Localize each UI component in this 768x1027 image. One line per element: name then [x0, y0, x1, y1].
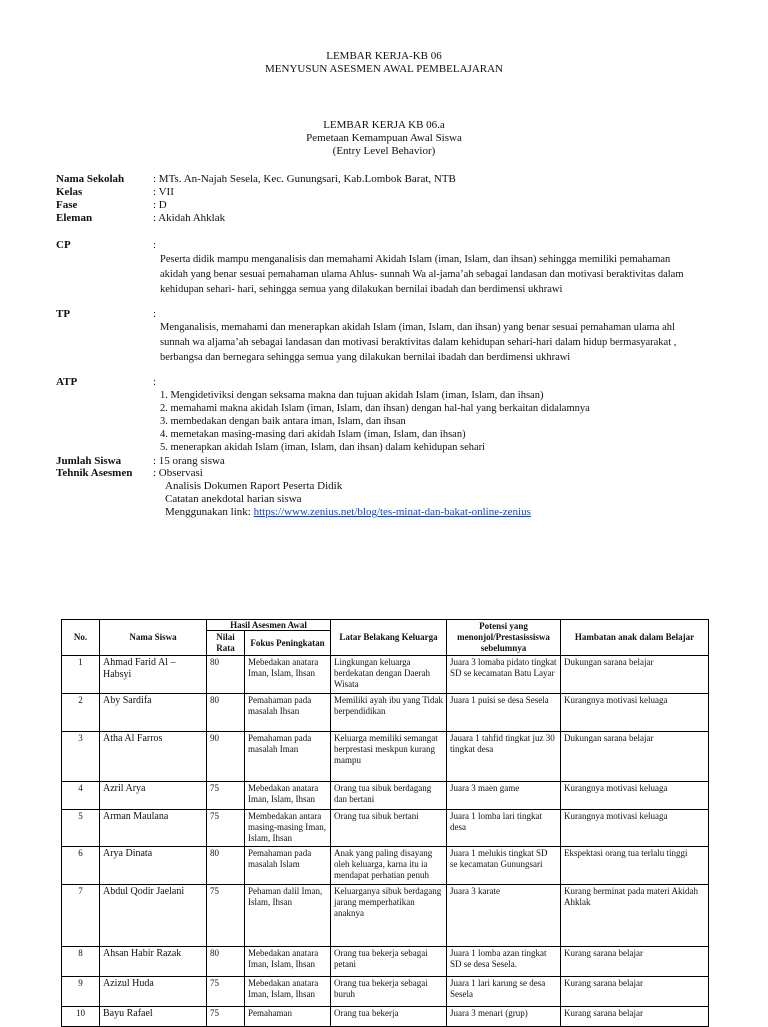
cell-nilai: 75 [207, 782, 245, 810]
teknik-link-prefix: Menggunakan link: [165, 506, 254, 518]
header-nama: Nama Siswa [100, 620, 207, 656]
cp-label: CP [56, 239, 71, 251]
cell-latar: Orang tua sibuk berdagang dan bertani [331, 782, 447, 810]
header-potensi: Potensi yang menonjol/Prestasissiswa sebelumnya [447, 620, 561, 656]
jumlah-value: : 15 orang siswa [153, 455, 225, 467]
cell-nama: Azril Arya [100, 782, 207, 810]
eleman-value: : Akidah Ahklak [153, 212, 226, 224]
cell-nama: Atha Al Farros [100, 732, 207, 782]
cell-fokus: Mebedakan anatara Iman, Islam, Ihsan [245, 977, 331, 1007]
doc-title-line2: MENYUSUN ASESMEN AWAL PEMBELAJARAN [265, 63, 503, 75]
cell-fokus: Pemahaman [245, 1007, 331, 1027]
subtitle-line3: (Entry Level Behavior) [332, 145, 436, 157]
cell-potensi: Jauara 1 tahfid tingkat juz 30 tingkat desa [447, 732, 561, 782]
table-row [62, 810, 709, 847]
cell-hambatan: Kurang berminat pada materi Akidah Ahklak [561, 885, 709, 947]
header-hambatan: Hambatan anak dalam Belajar [561, 620, 709, 656]
cell-nilai: 80 [207, 656, 245, 694]
table-row [62, 885, 709, 947]
cell-nilai: 75 [207, 885, 245, 947]
table-row [62, 847, 709, 885]
cell-fokus: Mebedakan anatara Iman, Islam, Ihsan [245, 782, 331, 810]
cell-latar: Orang tua bekerja sebagai petani [331, 947, 447, 977]
cell-latar: Orang tua bekerja [331, 1007, 447, 1027]
cell-latar: Orang tua bekerja sebagai buruh [331, 977, 447, 1007]
cell-latar: Memiliki ayah ibu yang Tidak berpendidikan [331, 694, 447, 732]
subtitle-line2: Pemetaan Kemampuan Awal Siswa [306, 132, 462, 144]
cell-potensi: Juara 3 karate [447, 885, 561, 947]
cell-nilai: 90 [207, 732, 245, 782]
cell-hambatan: Kurangnya motivasi keluaga [561, 810, 709, 847]
fase-value: : D [153, 199, 167, 211]
cell-nilai: 75 [207, 1007, 245, 1027]
cell-fokus: Pemahaman pada masalah Ihsan [245, 694, 331, 732]
cell-nilai: 75 [207, 810, 245, 847]
cell-potensi: Juara 3 lomaba pidato tingkat SD se kecamatan Batu Layar [447, 656, 561, 694]
cell-potensi: Juara 1 puisi se desa Sesela [447, 694, 561, 732]
cell-nama: Abdul Qodir Jaelani [100, 885, 207, 947]
cell-no: 10 [62, 1007, 100, 1027]
teknik-label: Tehnik Asesmen [56, 467, 133, 479]
assessment-table [61, 619, 709, 1027]
atp-item-5: 5. menerapkan akidah Islam (iman, Islam, dan ihsan) dalam kehidupan sehari [160, 442, 486, 453]
atp-colon: : [153, 376, 157, 388]
cell-nilai: 80 [207, 947, 245, 977]
cp-text: Peserta didik mampu menganalisis dan memahami Akidah Islam (iman, Islam, dan ihsan) sehingga memiliki pemahaman akidah yang benar sesuai pemahaman ulama Ahlus- sunnah Wa al-jama’ah sebagai landasan dan motivasi beraktivitas dalam kehidupan sehari- hari, sehingga semua yang dilakukan bernilai ibadah dan berdimensi ukhrawi [160, 254, 684, 295]
tp-label: TP [56, 308, 71, 320]
atp-item-3: 3. membedakan dengan baik antara iman, Islam, dan ihsan [160, 416, 406, 427]
atp-label: ATP [56, 376, 78, 388]
cell-fokus: Pehaman dalil Iman, Islam, Ihsan [245, 885, 331, 947]
cell-latar: Lingkungan keluarga berdekatan dengan Daerah Wisata [331, 656, 447, 694]
atp-item-1: 1. Mengidetiviksi dengan seksama makna dan tujuan akidah Islam (iman, Islam, dan ihsan) [160, 390, 544, 401]
cell-nama: Aby Sardifa [100, 694, 207, 732]
cell-nama: Arya Dinata [100, 847, 207, 885]
cell-hambatan: Kurang sarana belajar [561, 1007, 709, 1027]
header-latar: Latar Belakang Keluarga [331, 620, 447, 656]
cell-hambatan: Dukungan sarana belajar [561, 732, 709, 782]
header-fokus: Fokus Peningkatan [245, 631, 331, 656]
cell-latar: Keluarga memiliki semangat berprestasi meskpun kurang mampu [331, 732, 447, 782]
doc-title-line1: LEMBAR KERJA-KB 06 [326, 50, 442, 62]
fase-label: Fase [56, 199, 78, 211]
cell-nama: Bayu Rafael [100, 1007, 207, 1027]
cell-fokus: Membedakan antara masing-masing Iman, Islam, Ihsan [245, 810, 331, 847]
table-row [62, 694, 709, 732]
sekolah-value: : MTs. An-Najah Sesela, Kec. Gunungsari, Kab.Lombok Barat, NTB [153, 173, 456, 185]
cell-potensi: Juara 1 lomba lari tingkat desa [447, 810, 561, 847]
teknik-line3: Catatan anekdotal harian siswa [165, 493, 302, 505]
cell-no: 4 [62, 782, 100, 810]
atp-item-2: 2. memahami makna akidah Islam (iman, Islam, dan ihsan) dengan hal-hal yang berkaitan didalamnya [160, 403, 590, 414]
sekolah-label: Nama Sekolah [56, 173, 125, 185]
kelas-value: : VII [153, 186, 174, 198]
cell-no: 9 [62, 977, 100, 1007]
subtitle-line1: LEMBAR KERJA KB 06.a [323, 119, 445, 131]
cell-potensi: Juara 1 lomba azan tingkat SD se desa Sesela. [447, 947, 561, 977]
tp-colon: : [153, 308, 157, 320]
cell-latar: Anak yang paling disayang oleh keluarga, karna itu ia mendapat perhatian penuh [331, 847, 447, 885]
cell-hambatan: Ekspektasi orang tua terlalu tinggi [561, 847, 709, 885]
cell-hambatan: Kurang sarana belajar [561, 947, 709, 977]
kelas-label: Kelas [56, 186, 83, 198]
cell-no: 7 [62, 885, 100, 947]
cell-hambatan: Kurangnya motivasi keluaga [561, 694, 709, 732]
cell-no: 1 [62, 656, 100, 694]
header-no: No. [62, 620, 100, 656]
cell-latar: Keluarganya sibuk berdagang jarang memperhatikan anaknya [331, 885, 447, 947]
atp-item-4: 4. memetakan masing-masing dari akidah Islam (iman, Islam, dan ihsan) [160, 429, 466, 440]
header-nilai: Nilai Rata [207, 631, 245, 656]
cell-fokus: Pemahaman pada masalah Iman [245, 732, 331, 782]
table-row [62, 782, 709, 810]
cell-fokus: Pemahaman pada masalah Islam [245, 847, 331, 885]
cell-no: 2 [62, 694, 100, 732]
cell-nilai: 75 [207, 977, 245, 1007]
cell-potensi: Juara 1 melukis tingkat SD se kecamatan Gunungsari [447, 847, 561, 885]
table-row [62, 656, 709, 694]
cell-nilai: 80 [207, 694, 245, 732]
table-row [62, 947, 709, 977]
cell-hambatan: Dukungan sarana belajar [561, 656, 709, 694]
cell-nama: Azizul Huda [100, 977, 207, 1007]
cell-nama: Ahmad Farid Al – Habsyi [100, 656, 207, 694]
cell-hambatan: Kurang sarana belajar [561, 977, 709, 1007]
cell-no: 5 [62, 810, 100, 847]
header-hasil: Hasil Asesmen Awal [207, 620, 331, 631]
table-row [62, 977, 709, 1007]
cell-nilai: 80 [207, 847, 245, 885]
cell-nama: Arman Maulana [100, 810, 207, 847]
jumlah-label: Jumlah Siswa [56, 455, 122, 467]
cell-potensi: Juara 3 menari (grup) [447, 1007, 561, 1027]
zenius-link[interactable]: https://www.zenius.net/blog/tes-minat-dan-bakat-online-zenius [253, 506, 531, 518]
cp-colon: : [153, 239, 157, 251]
cell-potensi: Juara 1 lari karung se desa Sesela [447, 977, 561, 1007]
teknik-value: : Observasi [153, 467, 203, 479]
cell-no: 6 [62, 847, 100, 885]
cell-nama: Ahsan Habir Razak [100, 947, 207, 977]
table-row [62, 732, 709, 782]
cell-hambatan: Kurangnya motivasi keluaga [561, 782, 709, 810]
cell-fokus: Mebedakan anatara Iman, Islam, Ihsan [245, 947, 331, 977]
teknik-link-line [165, 506, 531, 519]
cell-latar: Orang tua sibuk bertani [331, 810, 447, 847]
cell-no: 8 [62, 947, 100, 977]
eleman-label: Eleman [56, 212, 93, 224]
teknik-line2: Analisis Dokumen Raport Peserta Didik [165, 480, 343, 492]
cell-no: 3 [62, 732, 100, 782]
tp-text: Menganalisis, memahami dan menerapkan akidah Islam (iman, Islam, dan ihsan) yang benar sesuai pemahaman ulama ahl sunnah wa aljama’ah sebagai landasan dan motivasi beraktivitas dalam kehidupan sehari-hari dalam hidup bermasyarakat , berbangsa dan bernegara sehingga semua yang dilakukan bernilai ibadah dan berdimensi ukhrawi [160, 322, 677, 363]
cell-potensi: Juara 3 maen game [447, 782, 561, 810]
cell-fokus: Mebedakan anatara Iman, Islam, Ihsan [245, 656, 331, 694]
